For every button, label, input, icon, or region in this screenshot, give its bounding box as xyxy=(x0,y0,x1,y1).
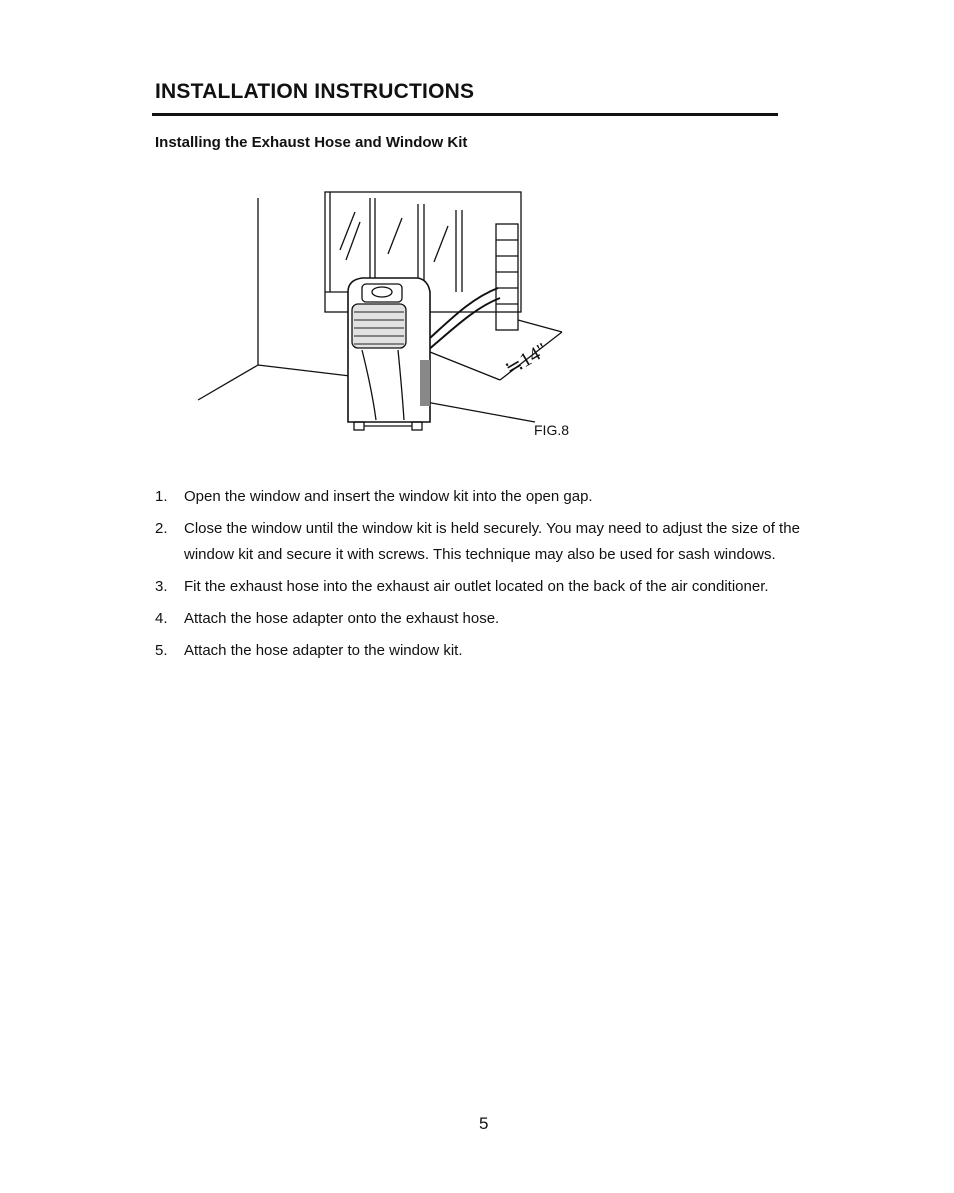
floor-front-line xyxy=(426,402,535,422)
floor-left-line xyxy=(198,365,258,400)
step-number: 1. xyxy=(155,488,168,505)
title-rule xyxy=(152,113,778,116)
step-text: Attach the hose adapter onto the exhaust hose. xyxy=(184,610,500,627)
air-conditioner-body xyxy=(348,278,430,422)
step-text: Attach the hose adapter to the window kit. xyxy=(184,642,463,659)
dimension-label: ≒14" xyxy=(501,338,552,381)
figure-label: FIG.8 xyxy=(534,422,570,438)
step-number: 3. xyxy=(155,578,168,595)
air-conditioner-window-illustration xyxy=(190,180,610,450)
section-title: INSTALLATION INSTRUCTIONS xyxy=(155,80,475,103)
wheel-right xyxy=(412,422,422,430)
step-text: Close the window until the window kit is held securely. You may need to adjust the size of the window kit and secure it with screws. This technique may also be used for sash windows. xyxy=(184,520,800,563)
list-item xyxy=(155,574,825,600)
section-subtitle: Installing the Exhaust Hose and Window Kit xyxy=(155,134,468,151)
installation-figure xyxy=(190,180,610,450)
dimension-line-top xyxy=(518,320,562,332)
step-number: 2. xyxy=(155,520,168,537)
step-text: Open the window and insert the window kit into the open gap. xyxy=(184,488,593,505)
page-number: 5 xyxy=(479,1114,489,1133)
list-item xyxy=(155,638,825,664)
list-item xyxy=(155,606,825,632)
side-vent xyxy=(420,360,430,406)
wall-floor-line xyxy=(258,365,350,376)
exhaust-hose-path xyxy=(428,298,500,350)
step-number: 4. xyxy=(155,610,168,627)
wheel-left xyxy=(354,422,364,430)
step-number: 5. xyxy=(155,642,168,659)
step-text: Fit the exhaust hose into the exhaust air outlet located on the back of the air conditioner. xyxy=(184,578,769,595)
list-item xyxy=(155,484,825,510)
front-grille xyxy=(352,304,406,348)
instruction-list xyxy=(155,484,825,670)
list-item xyxy=(155,516,825,568)
